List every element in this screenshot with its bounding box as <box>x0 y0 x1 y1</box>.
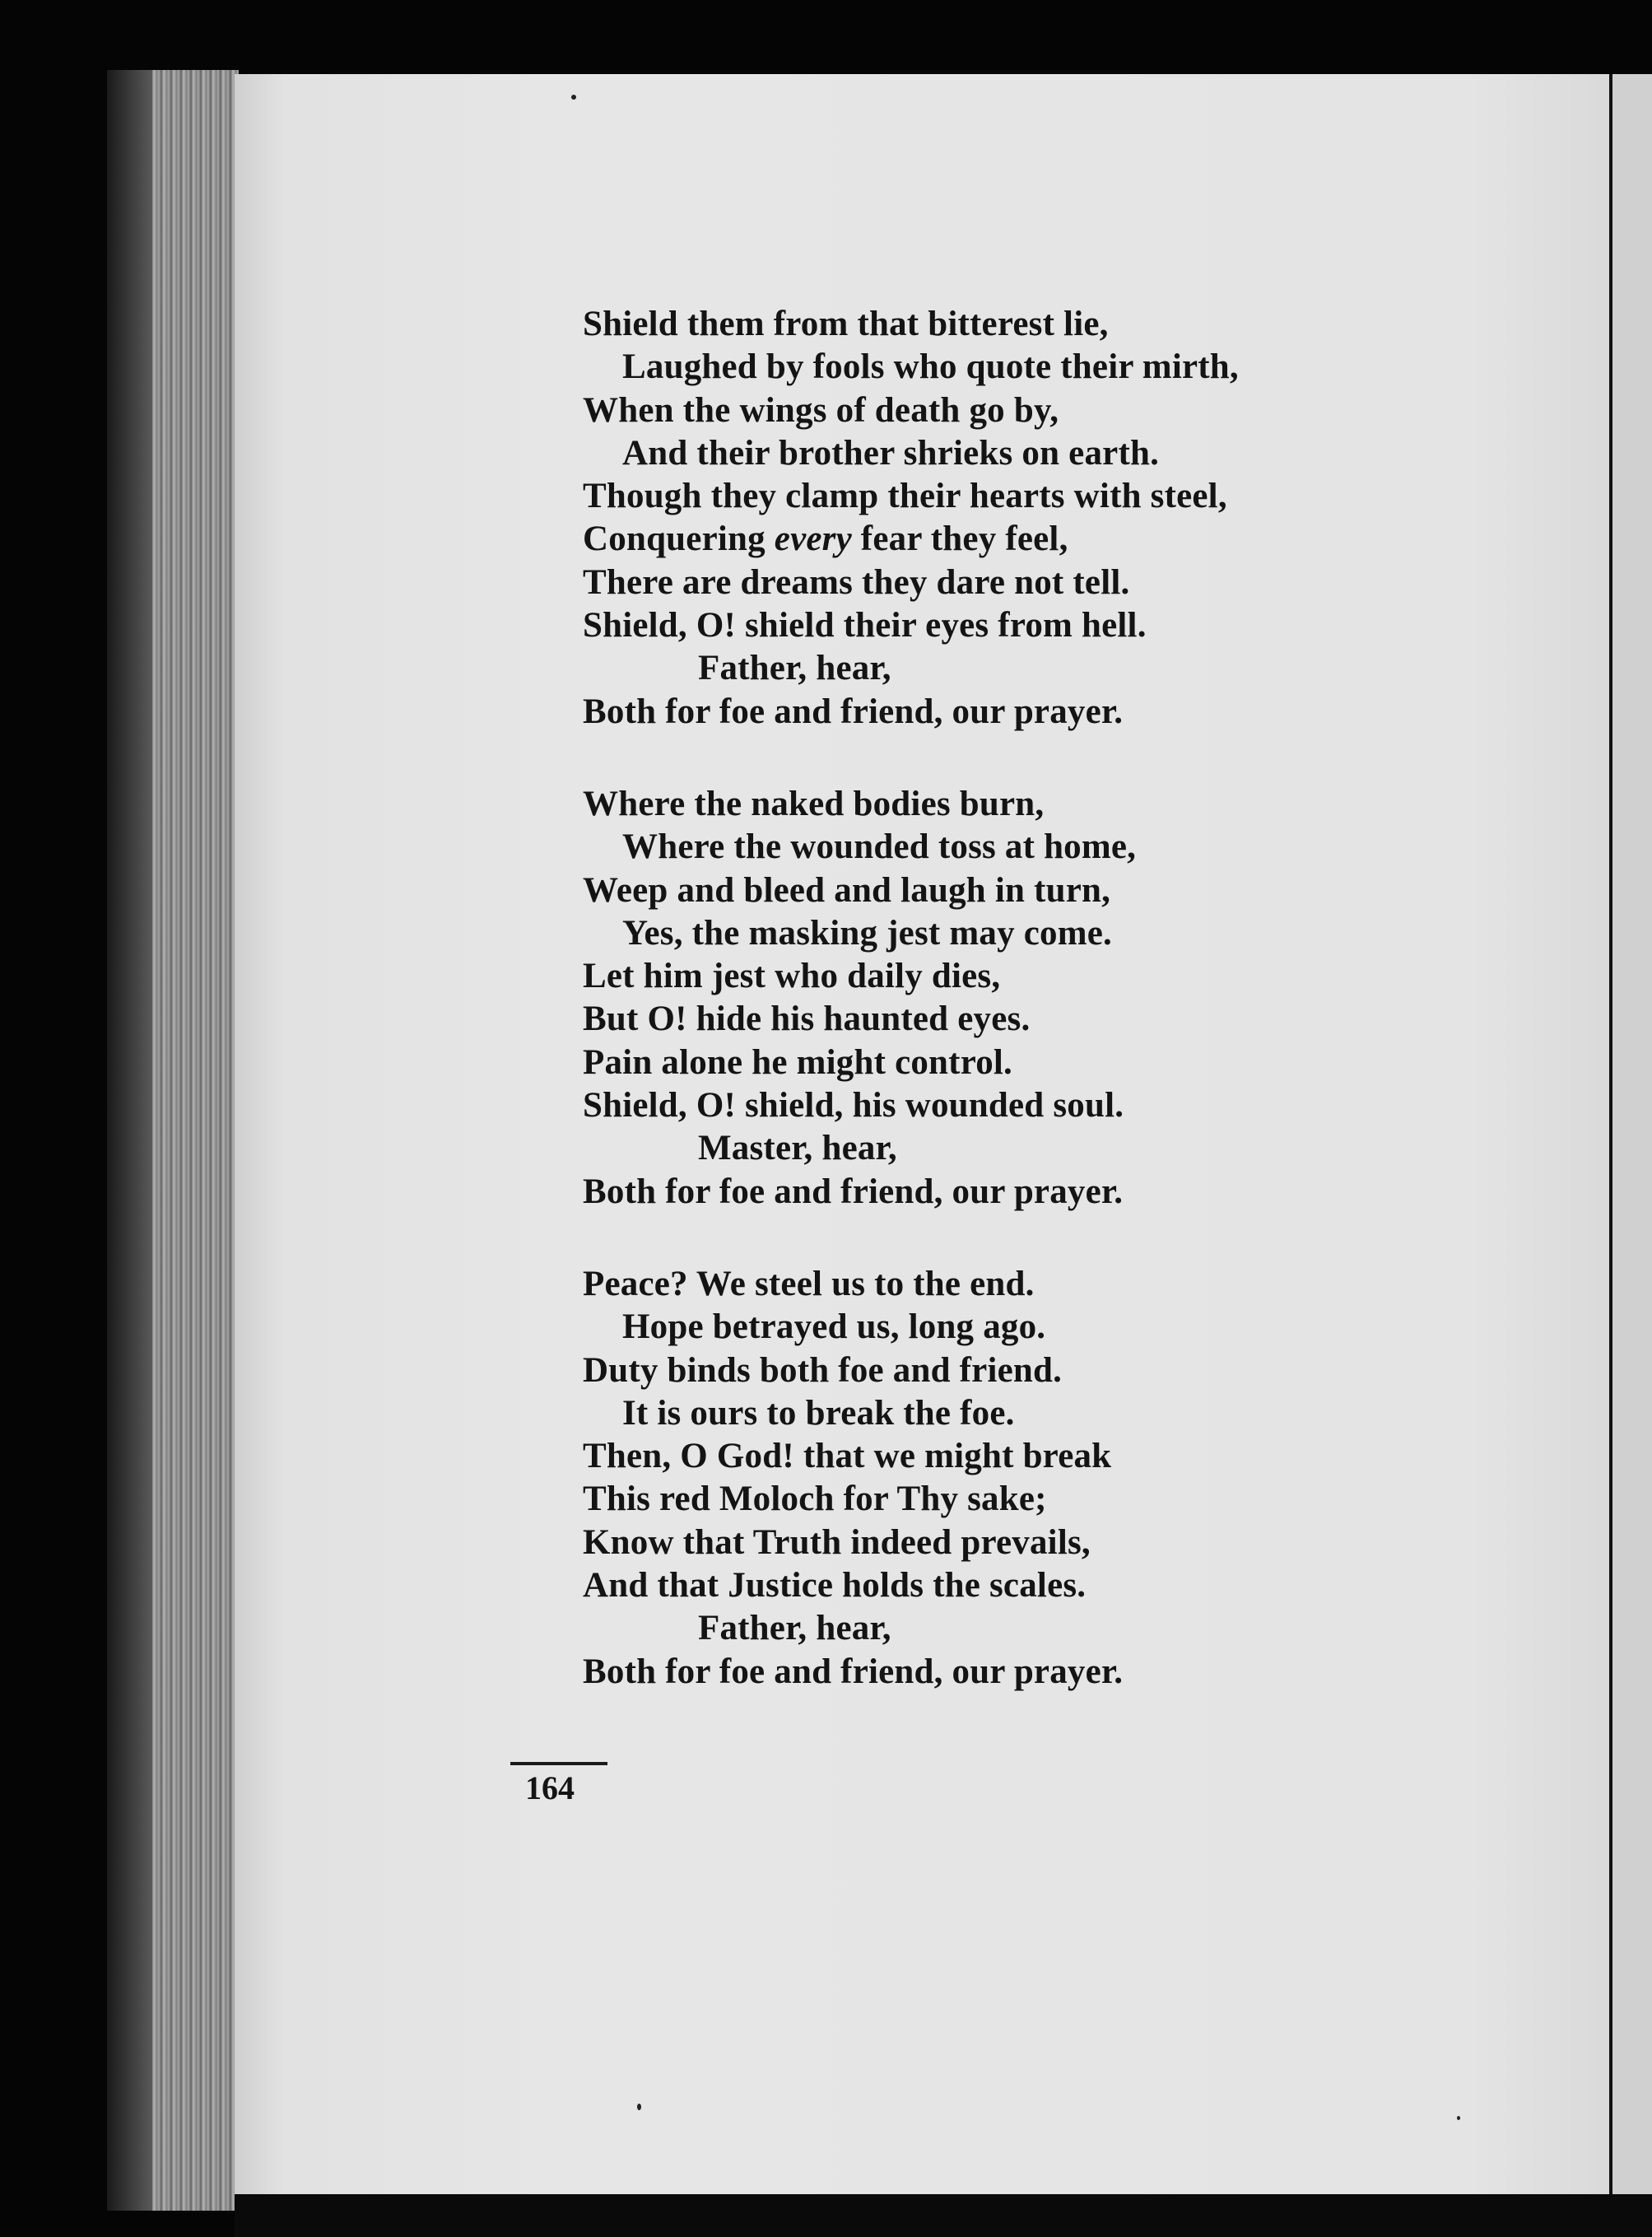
stanza <box>583 783 1571 1214</box>
poem-line: It is ours to break the foe. <box>622 1393 1015 1433</box>
poem-line: Peace? We steel us to the end. <box>583 1264 1035 1303</box>
poem-line: Shield, O! shield their eyes from hell. <box>583 606 1147 645</box>
stanza <box>583 303 1571 734</box>
poem-line: Then, O God! that we might break <box>583 1437 1112 1476</box>
poem-line: When the wings of death go by, <box>583 390 1059 430</box>
stanza <box>583 1263 1571 1694</box>
poem-line: And their brother shrieks on earth. <box>622 433 1160 473</box>
book-spine-shadow <box>107 70 152 2211</box>
poem-line: Let him jest who daily dies, <box>583 957 1001 996</box>
poem-line: Though they clamp their hearts with steel, <box>583 477 1227 516</box>
poem-line: Father, hear, <box>698 649 891 688</box>
page-number: 164 <box>525 1769 575 1806</box>
poem-line: Shield, O! shield, his wounded soul. <box>583 1086 1124 1125</box>
dust-speck <box>1457 2116 1460 2120</box>
emphasized-word: every <box>774 520 852 559</box>
poem-text <box>583 303 1571 1743</box>
poem-line: Shield them from that bitterest lie, <box>583 305 1109 343</box>
poem-line: Pain alone he might control. <box>583 1042 1012 1082</box>
dust-speck <box>571 95 576 100</box>
poem-line: Weep and bleed and laugh in turn, <box>583 870 1111 910</box>
poem-line: Know that Truth indeed prevails, <box>583 1522 1091 1562</box>
page-number-rule <box>510 1762 607 1765</box>
poem-line: Duty binds both foe and friend. <box>583 1350 1063 1390</box>
poem-line: Where the wounded toss at home, <box>622 827 1137 867</box>
poem-line: Conquering every fear they feel, <box>583 520 1068 559</box>
poem-line: Hope betrayed us, long ago. <box>622 1307 1046 1347</box>
poem-line: Where the naked bodies burn, <box>583 784 1045 823</box>
facing-page-strip <box>1612 74 1652 2202</box>
scan-bottom-border <box>235 2194 1652 2237</box>
dust-speck <box>637 2104 641 2110</box>
poem-line: Yes, the masking jest may come. <box>622 913 1112 953</box>
poem-line: Both for foe and friend, our prayer. <box>583 1172 1124 1211</box>
poem-line: Both for foe and friend, our prayer. <box>583 1652 1124 1691</box>
poem-line: Laughed by fools who quote their mirth, <box>622 347 1239 387</box>
poem-line: This red Moloch for Thy sake; <box>583 1480 1047 1519</box>
poem-line: But O! hide his haunted eyes. <box>583 1000 1031 1039</box>
poem-line: Both for foe and friend, our prayer. <box>583 692 1124 731</box>
poem-line: Master, hear, <box>698 1129 897 1168</box>
poem-line: And that Justice holds the scales. <box>583 1566 1087 1606</box>
poem-line: Father, hear, <box>698 1609 891 1648</box>
poem-line: There are dreams they dare not tell. <box>583 562 1130 602</box>
